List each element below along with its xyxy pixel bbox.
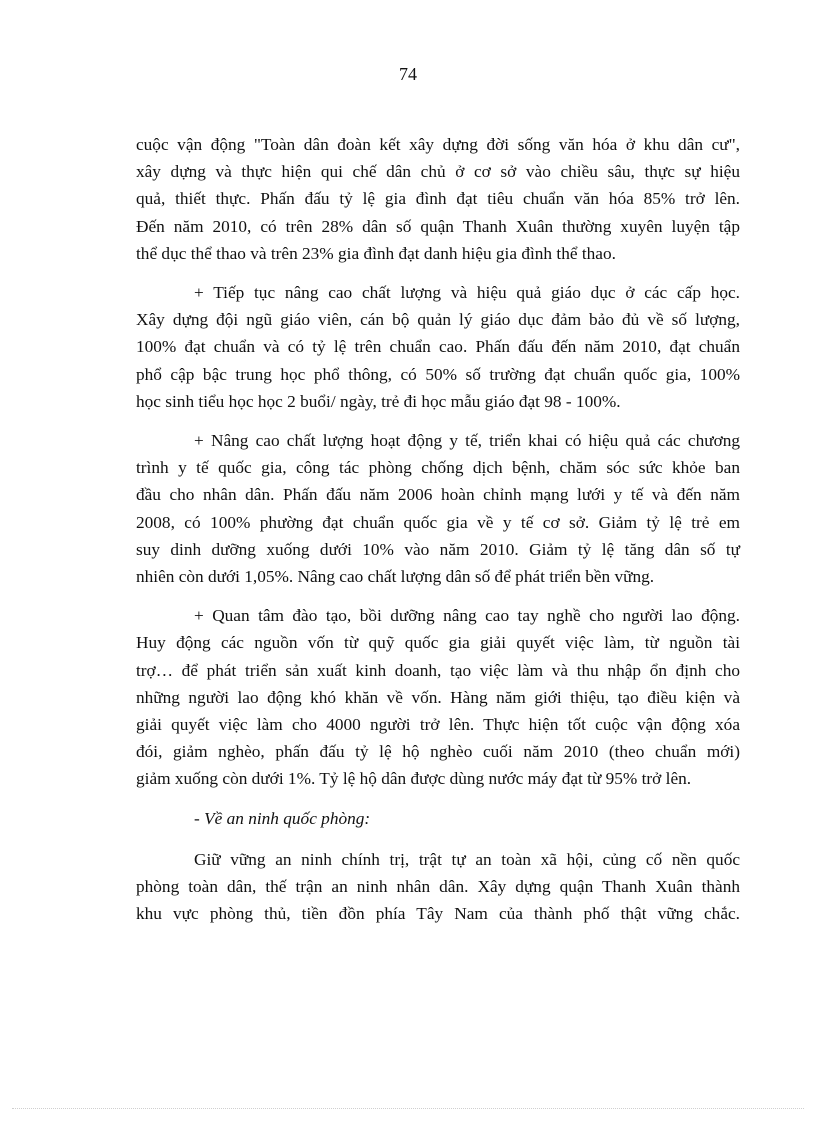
page-bottom-divider [12,1108,804,1109]
document-body [136,131,740,939]
text-line: phòng toàn dân, thế trận an ninh nhân dân. Xây dựng quận Thanh Xuân thành [136,877,740,897]
text-line: xây dựng và thực hiện qui chế dân chủ ở cơ sở vào chiều sâu, thực sự hiệu [136,162,740,182]
paragraph-cultural-life [136,131,740,267]
text-line: 2008, có 100% phường đạt chuẩn quốc gia về y tế cơ sở. Giảm tỷ lệ trẻ em [136,512,740,532]
text-line: học sinh tiểu học học 2 buổi/ ngày, trẻ đi học mẫu giáo đạt 98 - 100%. [136,391,621,411]
text-line: + Quan tâm đào tạo, bồi dưỡng nâng cao tay nghề cho người lao động. [194,606,740,626]
section-heading: - Về an ninh quốc phòng: [194,808,371,828]
text-line: + Tiếp tục nâng cao chất lượng và hiệu quả giáo dục ở các cấp học. [194,283,740,303]
text-line: cuộc vận động "Toàn dân đoàn kết xây dựng đời sống văn hóa ở khu dân cư", [136,135,740,154]
text-line: giảm xuống còn dưới 1%. Tỷ lệ hộ dân được dùng nước máy đạt từ 95% trở lên. [136,769,692,789]
text-line: đói, giảm nghèo, phấn đấu tỷ lệ hộ nghèo cuối năm 2010 (theo chuẩn mới) [136,742,740,762]
page-number: 74 [399,64,417,84]
text-line: 100% đạt chuẩn và có tỷ lệ trên chuẩn cao. Phấn đấu đến năm 2010, đạt chuẩn [136,337,740,357]
text-line: nhiên còn dưới 1,05%. Nâng cao chất lượng dân số để phát triển bền vững. [136,567,655,587]
paragraph-healthcare [136,427,740,590]
text-line: Giữ vững an ninh chính trị, trật tự an toàn xã hội, củng cố nền quốc [194,849,740,869]
text-line: Xây dựng đội ngũ giáo viên, cán bộ quản lý giáo dục đảm bảo đủ về số lượng, [136,310,740,330]
text-line: trợ… để phát triển sản xuất kinh doanh, tạo việc làm và thu nhập ổn định cho [136,660,740,680]
text-line: thể dục thể thao và trên 23% gia đình đạt danh hiệu gia đình thể thao. [136,243,616,263]
text-line: những người lao động khó khăn về vốn. Hàng năm giới thiệu, tạo điều kiện và [136,687,740,707]
text-line: đầu cho nhân dân. Phấn đấu năm 2006 hoàn chỉnh mạng lưới y tế và đến năm [136,485,740,505]
text-line: Huy động các nguồn vốn từ quỹ quốc gia giải quyết việc làm, từ nguồn tài [136,633,740,653]
text-line: + Nâng cao chất lượng hoạt động y tế, triển khai có hiệu quả các chương [194,431,740,451]
paragraph-employment [136,602,740,792]
text-line: suy dinh dưỡng xuống dưới 10% vào năm 2010. Giảm tỷ lệ tăng dân số tự [136,539,740,559]
text-line: quả, thiết thực. Phấn đấu tỷ lệ gia đình đạt tiêu chuẩn văn hóa 85% trở lên. [136,189,740,209]
text-line: trình y tế quốc gia, công tác phòng chống dịch bệnh, chăm sóc sức khỏe ban [136,458,740,478]
text-line: Đến năm 2010, có trên 28% dân số quận Thanh Xuân thường xuyên luyện tập [136,216,740,236]
paragraph-education [136,279,740,415]
paragraph-security-defense [136,846,740,928]
text-line: phổ cập bậc trung học phổ thông, có 50% số trường đạt chuẩn quốc gia, 100% [136,364,740,384]
text-line: khu vực phòng thủ, tiền đồn phía Tây Nam của thành phố thật vững chắc. [136,904,740,924]
text-line: giải quyết việc làm cho 4000 người trở lên. Thực hiện tốt cuộc vận động xóa [136,715,740,735]
